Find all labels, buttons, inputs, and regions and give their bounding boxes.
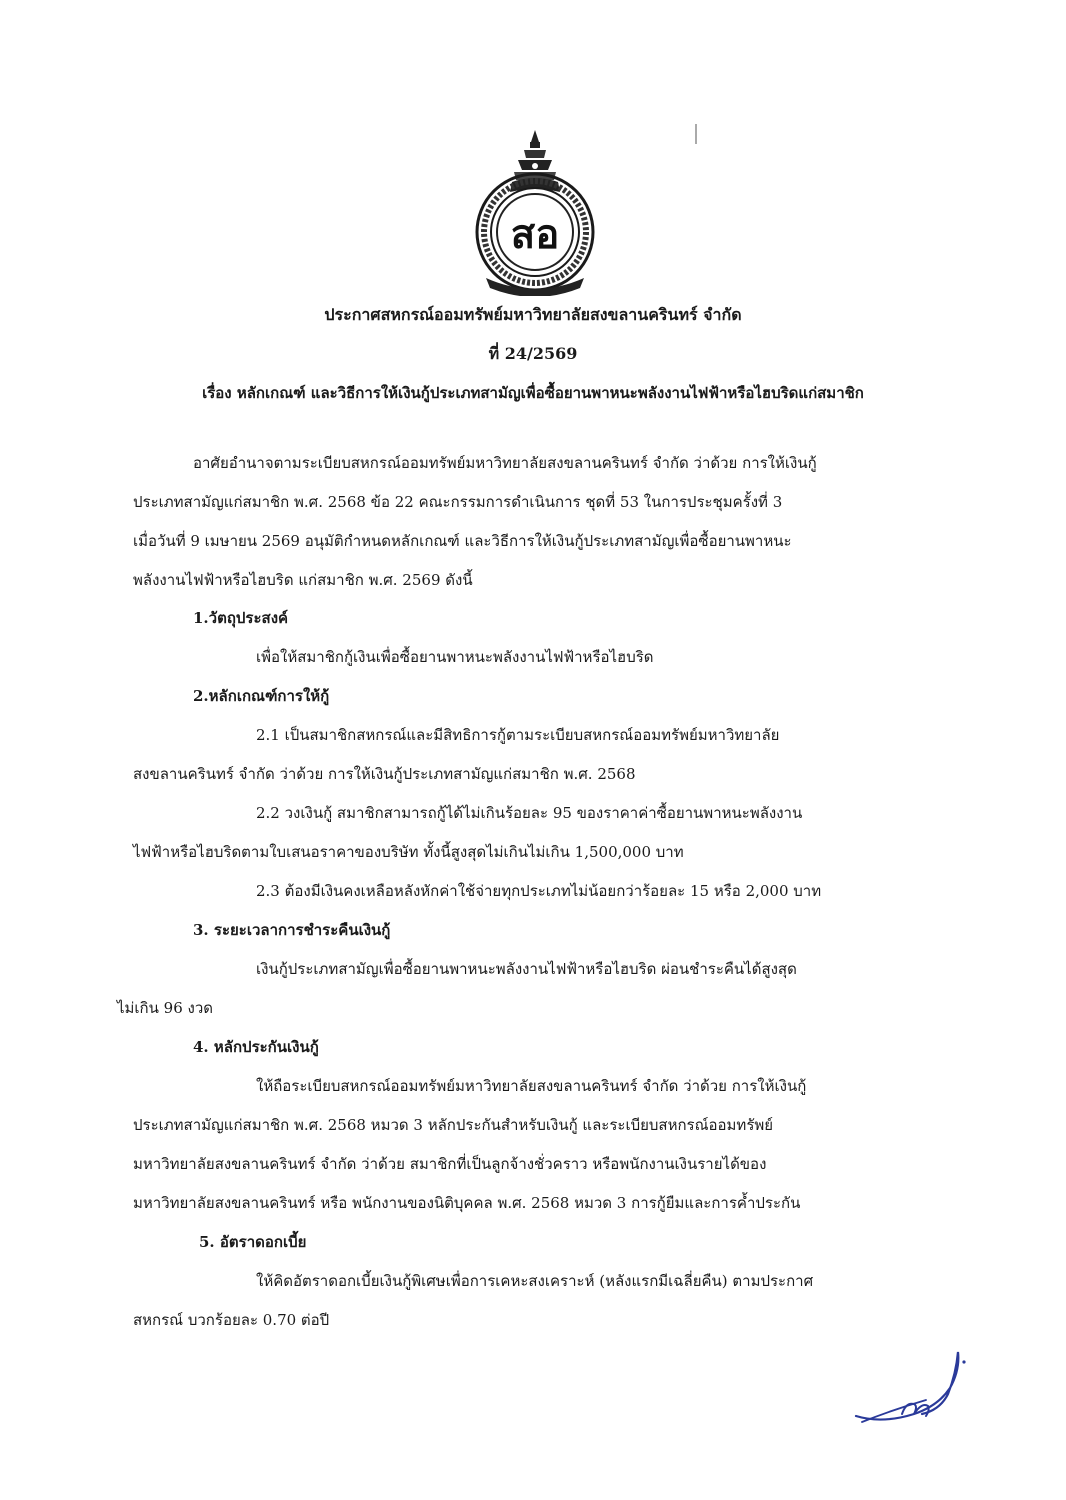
section-line: มหาวิทยาลัยสงขลานครินทร์ หรือ พนักงานของนิติบุคคล พ.ศ. 2568 หมวด 3 การกู้ยืมและการค้ำประกัน [133, 1194, 801, 1212]
intro-line: พลังงานไฟฟ้าหรือไฮบริด แก่สมาชิก พ.ศ. 2569 ดังนี้ [133, 571, 473, 589]
svg-text:สอ: สอ [510, 211, 560, 258]
section-heading-repayment: 3. ระยะเวลาการชำระคืนเงินกู้ [193, 921, 391, 939]
intro-line: ประเภทสามัญแก่สมาชิก พ.ศ. 2568 ข้อ 22 คณะกรรมการดำเนินการ ชุดที่ 53 ในการประชุมครั้งที่ 3 [133, 493, 783, 511]
section-heading-objective: 1.วัตถุประสงค์ [193, 609, 289, 627]
section-line: ไม่เกิน 96 งวด [117, 999, 214, 1017]
section-line: ไฟฟ้าหรือไฮบริดตามใบเสนอราคาของบริษัท ทั้งนี้สูงสุดไม่เกินไม่เกิน 1,500,000 บาท [133, 843, 684, 861]
section-line: มหาวิทยาลัยสงขลานครินทร์ จำกัด ว่าด้วย สมาชิกที่เป็นลูกจ้างชั่วคราว หรือพนักงานเงินรายได้ของ [133, 1155, 767, 1173]
section-heading-collateral: 4. หลักประกันเงินกู้ [193, 1038, 319, 1056]
section-line: เงินกู้ประเภทสามัญเพื่อซื้อยานพาหนะพลังงานไฟฟ้าหรือไฮบริด ผ่อนชำระคืนได้สูงสุด [256, 960, 797, 978]
section-heading-criteria: 2.หลักเกณฑ์การให้กู้ [193, 687, 330, 705]
document-title: ประกาศสหกรณ์ออมทรัพย์มหาวิทยาลัยสงขลานครินทร์ จำกัด [324, 305, 742, 324]
announcement-number: ที่ 24/2569 [488, 344, 578, 363]
intro-line: อาศัยอำนาจตามระเบียบสหกรณ์ออมทรัพย์มหาวิทยาลัยสงขลานครินทร์ จำกัด ว่าด้วย การให้เงินกู้ [193, 454, 817, 472]
section-line: ให้ถือระเบียบสหกรณ์ออมทรัพย์มหาวิทยาลัยสงขลานครินทร์ จำกัด ว่าด้วย การให้เงินกู้ [256, 1077, 807, 1095]
section-line: 2.2 วงเงินกู้ สมาชิกสามารถกู้ได้ไม่เกินร้อยละ 95 ของราคาค่าซื้อยานพาหนะพลังงาน [256, 804, 803, 822]
announcement-subject: เรื่อง หลักเกณฑ์ และวิธีการให้เงินกู้ประเภทสามัญเพื่อซื้อยานพาหนะพลังงานไฟฟ้าหรือไฮบริดแก่สมาชิก [202, 384, 864, 402]
section-line: สงขลานครินทร์ จำกัด ว่าด้วย การให้เงินกู้ประเภทสามัญแก่สมาชิก พ.ศ. 2568 [133, 765, 636, 783]
university-coop-seal-icon [468, 128, 602, 296]
section-line: 2.3 ต้องมีเงินคงเหลือหลังหักค่าใช้จ่ายทุกประเภทไม่น้อยกว่าร้อยละ 15 หรือ 2,000 บาท [256, 882, 822, 900]
scan-speck [694, 124, 698, 144]
section-line: ให้คิดอัตราดอกเบี้ยเงินกู้พิเศษเพื่อการเคหะสงเคราะห์ (หลังแรกมีเฉลี่ยคืน) ตามประกาศ [256, 1272, 814, 1290]
section-line: ประเภทสามัญแก่สมาชิก พ.ศ. 2568 หมวด 3 หลักประกันสำหรับเงินกู้ และระเบียบสหกรณ์ออมทรัพย์ [133, 1116, 774, 1134]
section-line: 2.1 เป็นสมาชิกสหกรณ์และมีสิทธิการกู้ตามระเบียบสหกรณ์ออมทรัพย์มหาวิทยาลัย [256, 726, 780, 744]
section-heading-interest-rate: 5. อัตราดอกเบี้ย [199, 1233, 307, 1251]
intro-line: เมื่อวันที่ 9 เมษายน 2569 อนุมัติกำหนดหลักเกณฑ์ และวิธีการให้เงินกู้ประเภทสามัญเพื่อซื้อยานพาหนะ [133, 532, 792, 550]
handwritten-signature-icon [852, 1344, 976, 1430]
section-line: เพื่อให้สมาชิกกู้เงินเพื่อซื้อยานพาหนะพลังงานไฟฟ้าหรือไฮบริด [256, 648, 654, 666]
section-line: สหกรณ์ บวกร้อยละ 0.70 ต่อปี [133, 1311, 330, 1329]
